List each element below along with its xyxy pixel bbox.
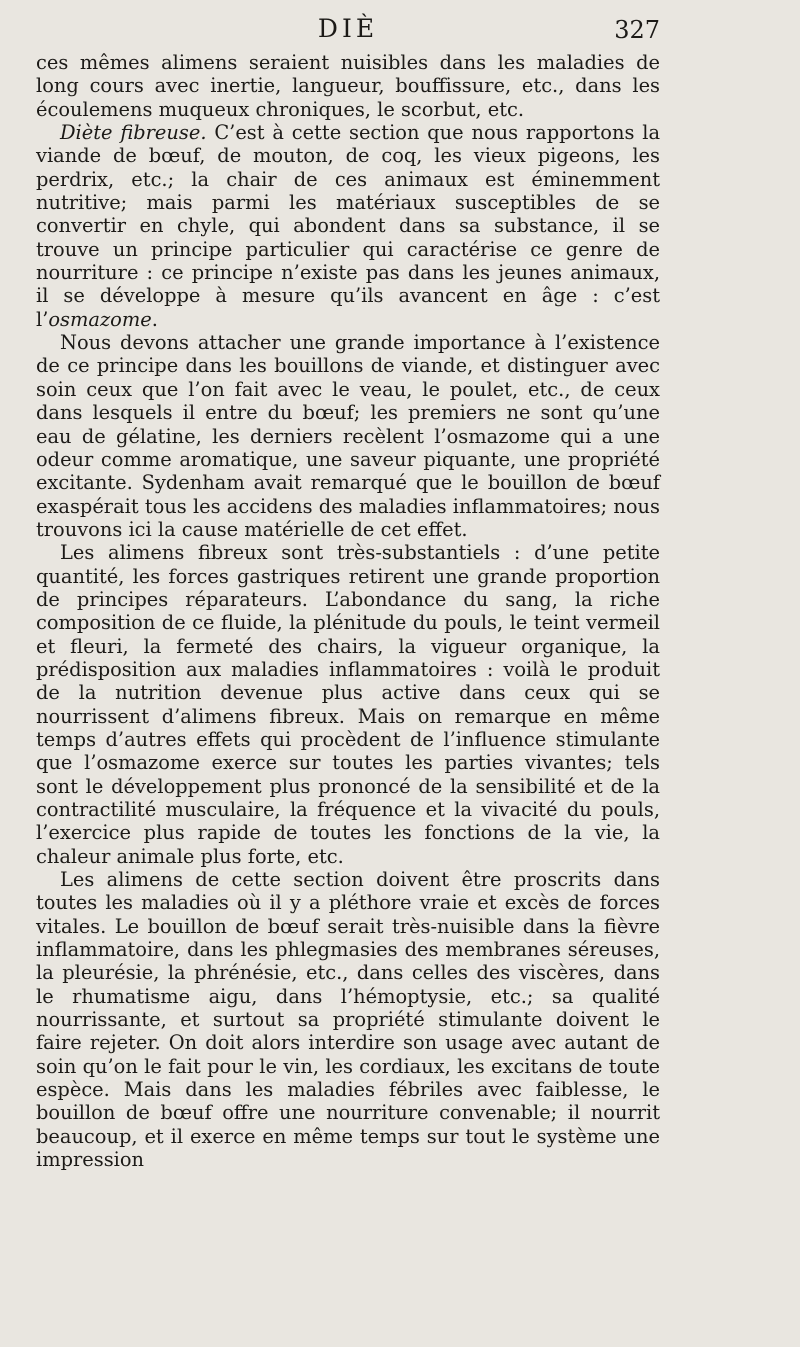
running-head <box>36 14 660 54</box>
paragraph-4 <box>36 541 660 868</box>
page-number: 327 <box>614 16 660 44</box>
paragraph-4-text: Les alimens fibreux sont très-substantiels : d’une petite quantité, les forces gastriques retirent une grande proportion de principes réparateurs. L’abondance du sang, la riche composition de ce fluide, la plénitude du pouls, le teint vermeil et fleuri, la fermeté des chairs, la vigueur organique, la prédisposition aux maladies inflammatoires : voilà le produit de la nutrition devenue plus active dans ceux qui se nourrissent d’alimens fibreux. Mais on remarque en même temps d’autres effets qui procèdent de l’influence stimulante que l’osmazome exerce sur toutes les parties vivantes; tels sont le développement plus prononcé de la sensibilité et de la contractilité musculaire, la fréquence et la vivacité du pouls, l’exercice plus rapide de toutes les fonctions de la vie, la chaleur animale plus forte, etc. <box>36 541 660 868</box>
running-title: DIÈ <box>317 14 379 43</box>
section-heading-diete-fibreuse: Diète fibreuse. <box>60 121 207 145</box>
paragraph-2-tail: . <box>151 307 158 331</box>
paragraph-2 <box>36 121 660 331</box>
paragraph-1 <box>36 51 660 121</box>
term-osmazome: osmazome <box>48 307 152 331</box>
paragraph-5-text: Les alimens de cette section doivent être proscrits dans toutes les maladies où il y a pléthore vraie et excès de forces vitales. Le bouillon de bœuf serait très-nuisible dans la fièvre inflammatoire, dans les phlegmasies des membranes séreuses, la pleurésie, la phrénésie, etc., dans celles des viscères, dans le rhumatisme aigu, dans l’hémoptysie, etc.; sa qualité nourrissante, et surtout sa propriété stimulante doivent le faire rejeter. On doit alors interdire son usage avec autant de soin qu’on le fait pour le vin, les cordiaux, les excitans de toute espèce. Mais dans les maladies fébriles avec faiblesse, le bouillon de bœuf offre une nourriture convenable; il nourrit beaucoup, et il exerce en même temps sur tout le système une impression <box>36 868 660 1172</box>
paragraph-5 <box>36 868 660 1171</box>
paragraph-3-text: Nous devons attacher une grande importance à l’existence de ce principe dans les bouillons de viande, et distinguer avec soin ceux que l’on fait avec le veau, le poulet, etc., de ceux dans lesquels il entre du bœuf; les premiers ne sont qu’une eau de gélatine, les derniers recèlent l’osmazome qui a une odeur comme aromatique, une saveur piquante, une propriété excitante. Sydenham avait remarqué que le bouillon de bœuf exaspérait tous les accidens des maladies inflammatoires; nous trouvons ici la cause matérielle de cet effet. <box>36 331 660 541</box>
body-text <box>36 51 660 1172</box>
paragraph-1-text: ces mêmes alimens seraient nuisibles dans les maladies de long cours avec inertie, langueur, bouffissure, etc., dans les écoulemens muqueux chroniques, le scorbut, etc. <box>36 51 660 121</box>
paragraph-3 <box>36 331 660 541</box>
paragraph-2-text: C’est à cette section que nous rapportons la viande de bœuf, de mouton, de coq, les vieux pigeons, les perdrix, etc.; la chair de ces animaux est éminemment nutritive; mais parmi les matériaux susceptibles de se convertir en chyle, qui abondent dans sa substance, il se trouve un principe particulier qui caractérise ce genre de nourriture : ce principe n’existe pas dans les jeunes animaux, il se développe à mesure qu’ils avancent en âge : c’est l’ <box>36 121 661 331</box>
